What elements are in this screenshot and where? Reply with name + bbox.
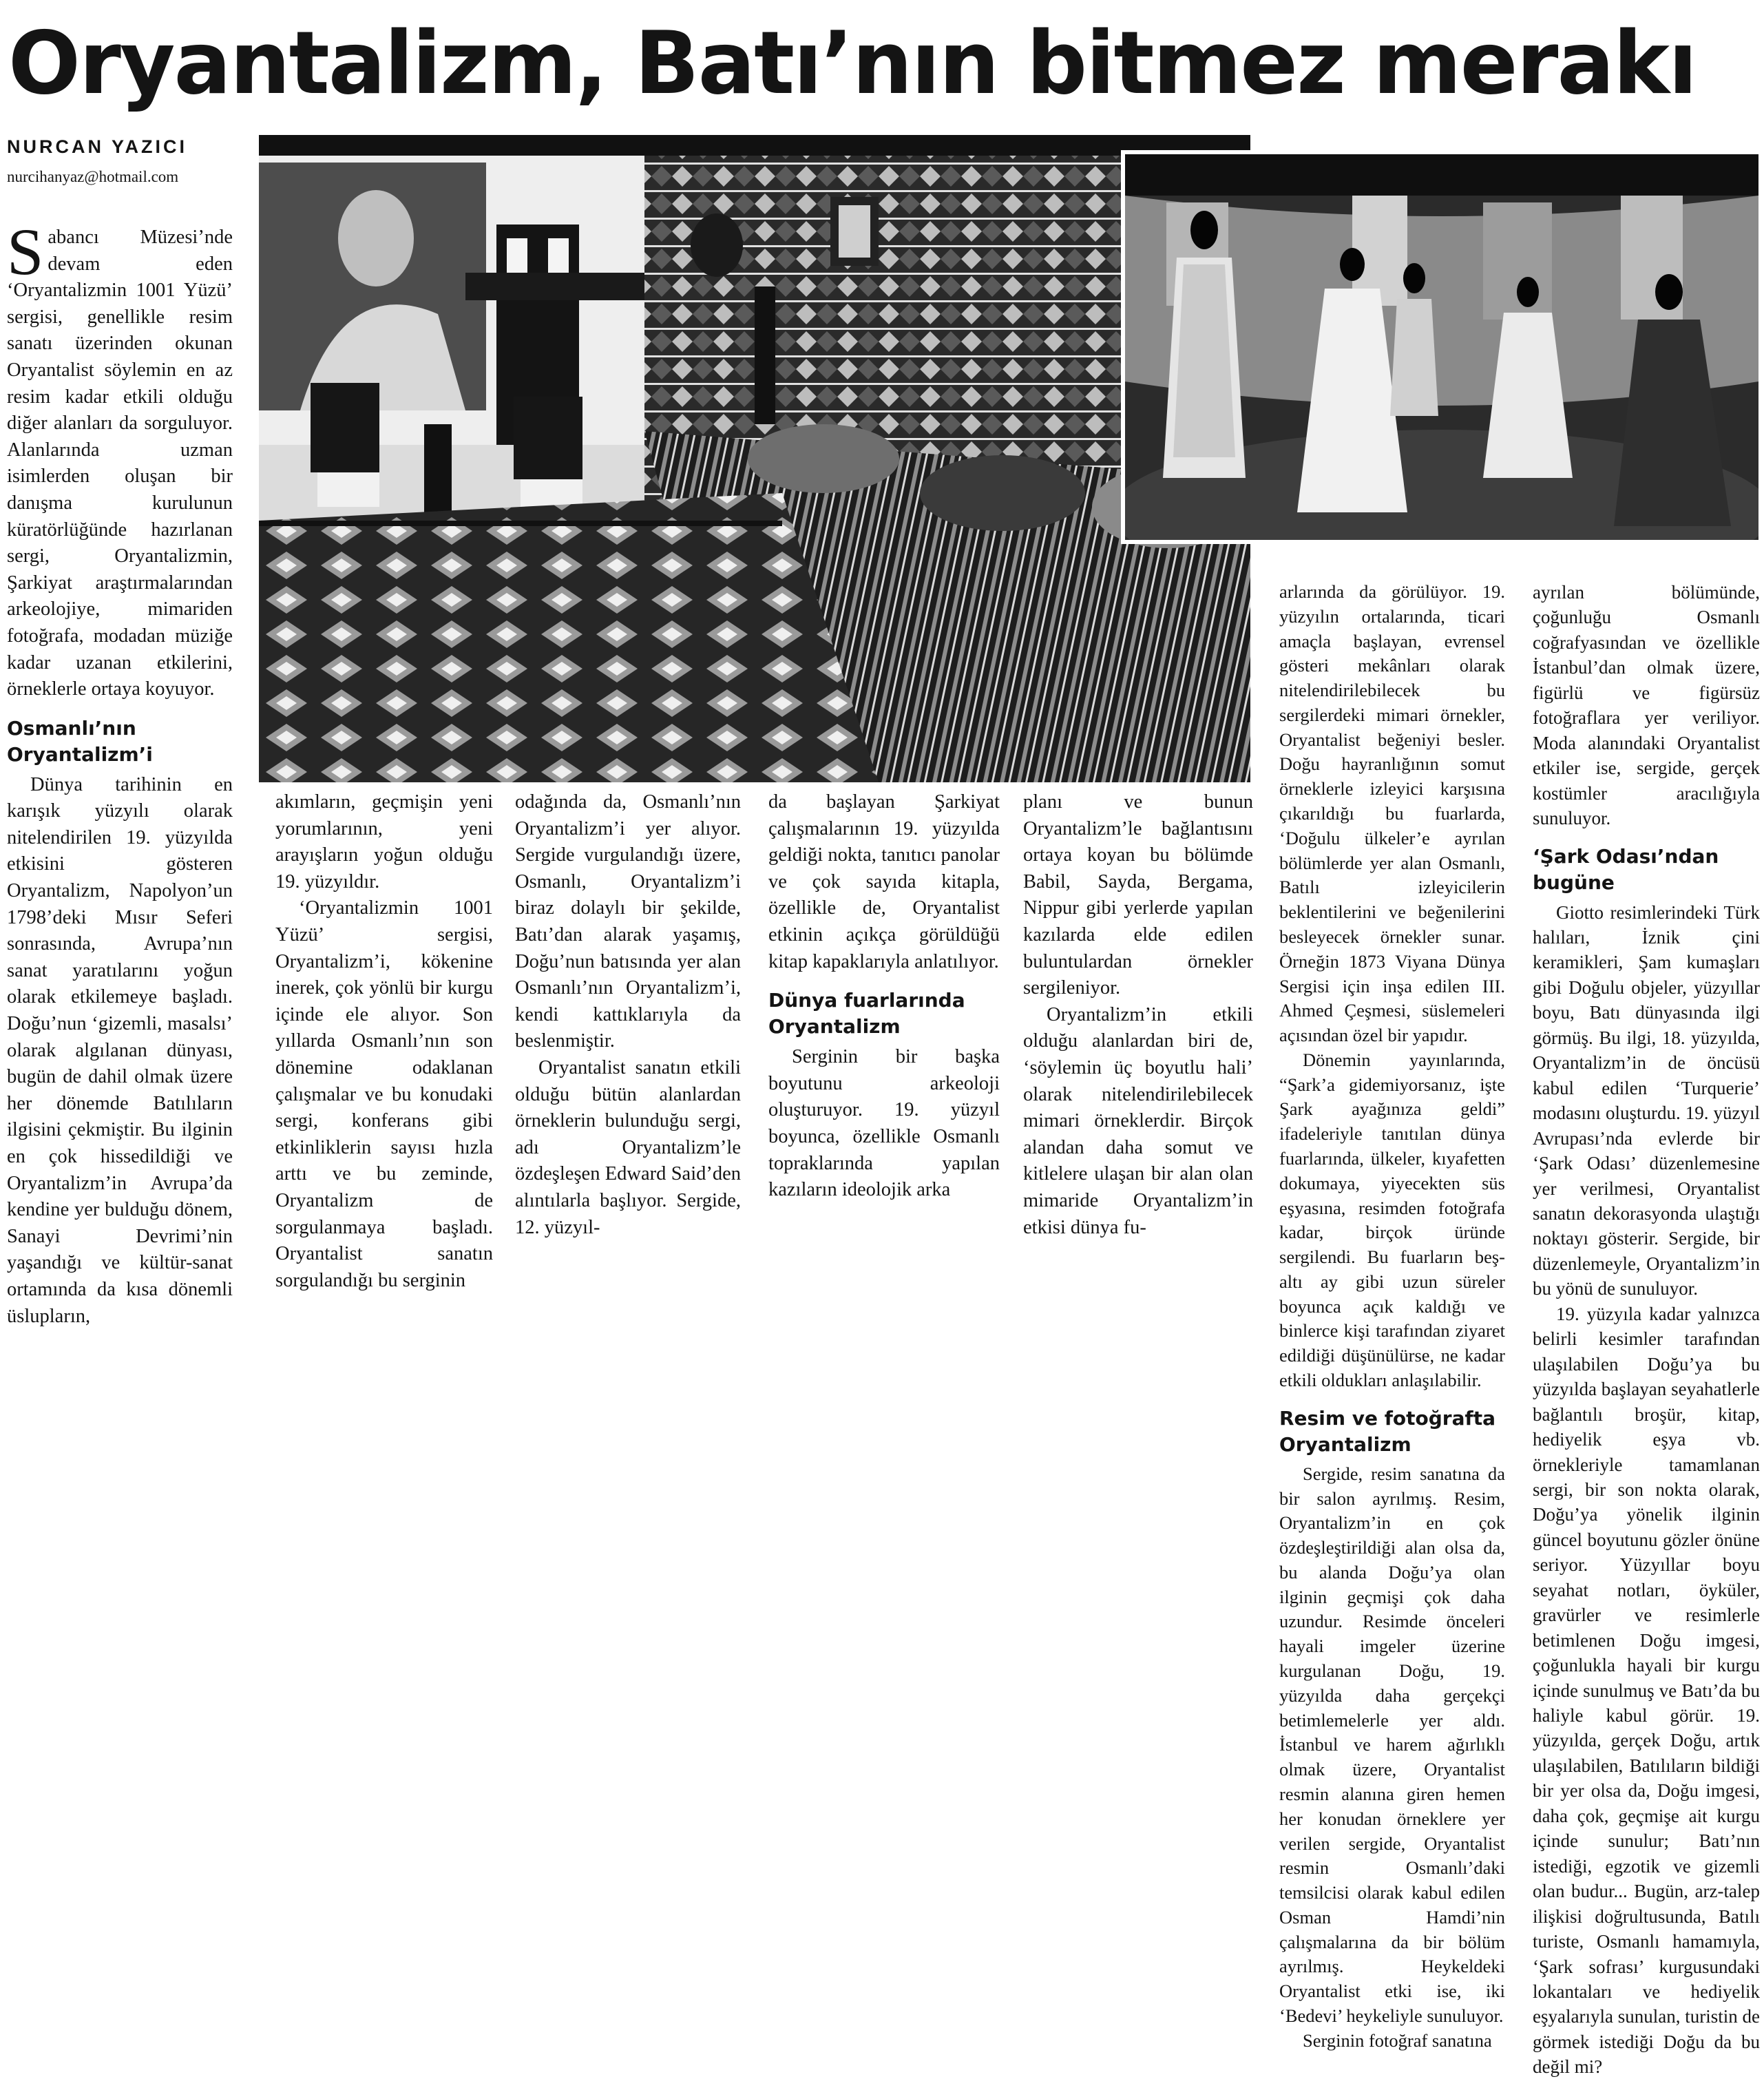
drop-cap: S <box>7 215 44 289</box>
paragraph: da başlayan Şarkiyat çalışmalarının 19. yüzyılda geldiği nokta, tanıtıcı panolar ve çok sayıda kitapla, özellikle de, Oryantalist etkinin açıkça görüldüğü kitap kapaklarıyla anlatılıyor. <box>768 791 1000 972</box>
article-column-7 <box>1533 580 1760 2080</box>
subheading: ‘Şark Odası’ndan bugüne <box>1533 844 1719 894</box>
paragraph: Giotto resimlerindeki Türk halıları, İznik çini keramikleri, Şam kumaşları gibi Doğulu objeler, yüzyıllar boyu, Batı dünyasında ilgi görmüş. Bu ilgi, 18. yüzyılda, Oryantalizm’in de öncüsü kabul edilen ‘Turquerie’ modasını oluşturdu. 19. yüzyıl Avrupası’nda evlerde bir ‘Şark Odası’ düzenlemesine yer verilmesi, Oryantalist sanatın dekorasyonda ulaştığı noktayı gösterir. Sergide, bir düzenlemeyle, Oryantalizm’in bu yönü de sunuluyor. <box>1533 901 1760 1299</box>
paragraph: ayrılan bölümünde, çoğunluğu Osmanlı coğrafyasından ve özellikle İstanbul’dan olmak üzere, figürlü ve figürsüz fotoğraflara yer veriliyor. Moda alanındaki Oryantalist etkiler ise, sergide, gerçek kostümler aracılığıyla sunuluyor. <box>1533 582 1760 829</box>
paragraph: Dönemin yayınlarında, “Şark’a gidemiyorsanız, işte Şark ayağınıza geldi” ifadeleriyle tanıtılan dünya fuarlarında, ülkeler, kıyafetten dokumaya, yiyecekten süs eşyasına, resimden fotoğrafa kadar, birçok üründe sergilendi. Bu fuarların beş-altı ay gibi uzun süreler boyunca açık kaldığı ve binlerce kişi tarafından ziyaret edildiği düşünülürse, ne kadar etkili oldukları anlaşılabilir. <box>1279 1049 1505 1390</box>
paragraph: Dünya tarihinin en karışık yüzyılı olarak nitelendirilen 19. yüzyılda etkisini gösteren Oryantalizm, Napolyon’un 1798’deki Mısır Seferi sonrasında, Avrupa’nın sanat yaratılarını yoğun olarak etkilemeye başladı. Doğu’nun ‘gizemli, masalsı’ olarak algılanan dünyası, bugün de dahil olmak üzere her dönemde Batılıların ilgisini çekmiştir. Bu ilginin en çok hissedildiği ve Oryantalizm’in Avrupa’da kendine yer bulduğu dönem, Sanayi Devrimi’nin yaşandığı ve kültür-sanat ortamında da kısa dönemli üslupların, <box>7 773 233 1327</box>
subheading: Resim ve fotoğrafta Oryantalizm <box>1279 1406 1495 1456</box>
paragraph: Oryantalizm’in etkili olduğu alanlardan biri de, ‘söylemin üç boyutlu hali’ olarak nitelendirilebilecek mimari örneklerdir. Birçok alandan daha somut ve kitlelere ulaşan bir alan olan mimaride Oryantalizm’in etkisi dünya fu- <box>1023 1003 1253 1238</box>
paragraph: odağında da, Osmanlı’nın Oryantalizm’i yer alıyor. Sergide vurgulandığı üzere, Osmanlı, Oryantalizm’i biraz dolaylı bir şekilde, Batı’dan alarak yaşamış, Doğu’nun batısında yer alan Osmanlı’nın Oryantalizm’i, kendi kattıklarıyla da beslenmiştir. <box>515 791 741 1052</box>
paragraph: Serginin bir başka boyutunu arkeoloji oluşturuyor. 19. yüzyıl boyunca, özellikle Osmanlı topraklarında yapılan kazıların ideolojik arka <box>768 1046 1000 1201</box>
exhibition-room-photo <box>259 135 1250 782</box>
article-column-5 <box>1023 789 1253 1241</box>
paragraph: 19. yüzyıla kadar yalnızca belirli kesimler tarafından ulaşılabilen Doğu’ya bu yüzyılda başlayan seyahatlerle bağlantılı broşür, kitap, hediyelik eşya vb. örnekleriyle tamamlanan sergi, bir son nokta olarak, Doğu’ya yönelik ilginin güncel boyutunu gözler önüne seriyor. Yüzyıllar boyu seyahat notları, öyküler, gravürler ve resimlerle betimlenen Doğu imgesi, çoğunlukla hayali bir kurgu içinde sunulmuş ve Batı’da bu haliyle kabul görür. 19. yüzyılda, gerçek Doğu, artık ulaşılabilen, Batılıların bildiği bir yer olsa da, Doğu imgesi, daha çok, geçmişe ait kurgu içinde sunulur; Batı’nın istediği, egzotik ve gizemli olan budur... Bugün, arz-talep ilişkisi doğrultusunda, Batılı turiste, Osmanlı hamamıyla, ‘Şark sofrası’ kurgusundaki lokantaları ve hediyelik eşyalarıyla sunulan, turistin de görmek istediği Doğu da bu değil mi? <box>1533 1303 1760 2078</box>
paragraph: akımların, geçmişin yeni yorumlarının, yeni arayışların yoğun olduğu 19. yüzyıldır. <box>275 791 493 892</box>
article-column-3 <box>515 789 741 1241</box>
article-column-1 <box>7 215 233 1330</box>
paragraph: ‘Oryantalizmin 1001 Yüzü’ sergisi, Oryantalizm’i, kökenine inerek, çok yönlü bir kurgu içinde ele alıyor. Son yıllarda Osmanlı’nın son dönemine odaklanan çalışmalar ve bu konudaki sergi, konferans gibi etkinliklerin sayısı hızla arttı ve bu zeminde, Oryantalizm de sorgulanmaya başladı. Oryantalist sanatın sorgulandığı bu serginin <box>275 897 493 1291</box>
article-column-6 <box>1279 580 1505 2054</box>
subheading: Osmanlı’nın Oryantalizm’i <box>7 716 153 766</box>
paragraph: Sabancı Müzesi’nde devam eden ‘Oryantalizmin 1001 Yüzü’ sergisi, genellikle resim sanatı üzerinden okunan Oryantalist söylemin en az resim kadar etkili olduğu diğer alanları da sorguluyor. Alanlarında uzman isimlerden oluşan bir danışma kurulunun küratörlüğünde hazırlanan sergi, Oryantalizmin, Şarkiyat araştırmalarından arkeolojiye, mimariden fotoğrafa, modadan müziğe kadar uzanan etkilerini, örneklerle ortaya koyuyor. <box>7 215 233 700</box>
author-email: nurcihanyaz@hotmail.com <box>7 168 179 185</box>
paragraph: Serginin fotoğraf sanatına <box>1303 2029 1492 2051</box>
fashion-display-photo <box>1121 150 1763 544</box>
paragraph: arlarında da görülüyor. 19. yüzyılın ortalarında, ticari amaçla başlayan, evrensel gösteri mekânları olarak nitelendirilebilecek bu sergilerdeki mimari örnekler, Oryantalist beğeniyi besler. Doğu hayranlığının somut örneklerle izleyici karşısına çıkarıldığı bu fuarlarda, ‘Doğulu ülkeler’e ayrılan bölümlerde yer alan Osmanlı, Batılı izleyicilerin beklentilerini ve beğenilerini besleyecek örnekler sunar. Örneğin 1873 Viyana Dünya Sergisi için inşa edilen III. Ahmed Çeşmesi, süslemeleri açısından özel bir yapıdır. <box>1279 581 1505 1046</box>
subheading: Dünya fuarlarında Oryantalizm <box>768 989 965 1038</box>
paragraph: planı ve bunun Oryantalizm’le bağlantısını ortaya koyan bu bölümde Babil, Sayda, Bergama, Nippur gibi yerlerde yapılan kazılarda elde edilen buluntulardan örnekler sergileniyor. <box>1023 791 1253 999</box>
author-byline: NURCAN YAZICI <box>7 136 188 157</box>
headline: Oryantalizm, Batı’nın bitmez merakı <box>8 12 1697 114</box>
article-column-4 <box>768 789 1000 1204</box>
paragraph: Sergide, resim sanatına da bir salon ayrılmış. Resim, Oryantalizm’in en çok özdeşleştirildiği alan olsa da, bu alanda Doğu’ya olan ilginin geçmişi çok daha uzundur. Resimde önceleri hayali imgeler üzerine kurgulanan Doğu, 19. yüzyılda daha gerçekçi betimlemelerle yer aldı. İstanbul ve harem ağırlıklı olmak üzere, Oryantalist resmin alanına giren hemen her konudan örneklere yer verilen sergide, Oryantalist resmin Osmanlı’daki temsilcisi olarak kabul edilen Osman Hamdi’nin çalışmalarına da bir bölüm ayrılmış. Heykeldeki Oryantalist etki ise, iki ‘Bedevi’ heykeliyle sunuluyor. <box>1279 1463 1505 2026</box>
paragraph: Oryantalist sanatın etkili olduğu bütün alanlardan örneklerin bulunduğu sergi, adı Oryantalizm’le özdeşleşen Edward Said’den alıntılarla başlıyor. Sergide, 12. yüzyıl- <box>515 1056 741 1238</box>
article-column-2 <box>275 789 493 1294</box>
